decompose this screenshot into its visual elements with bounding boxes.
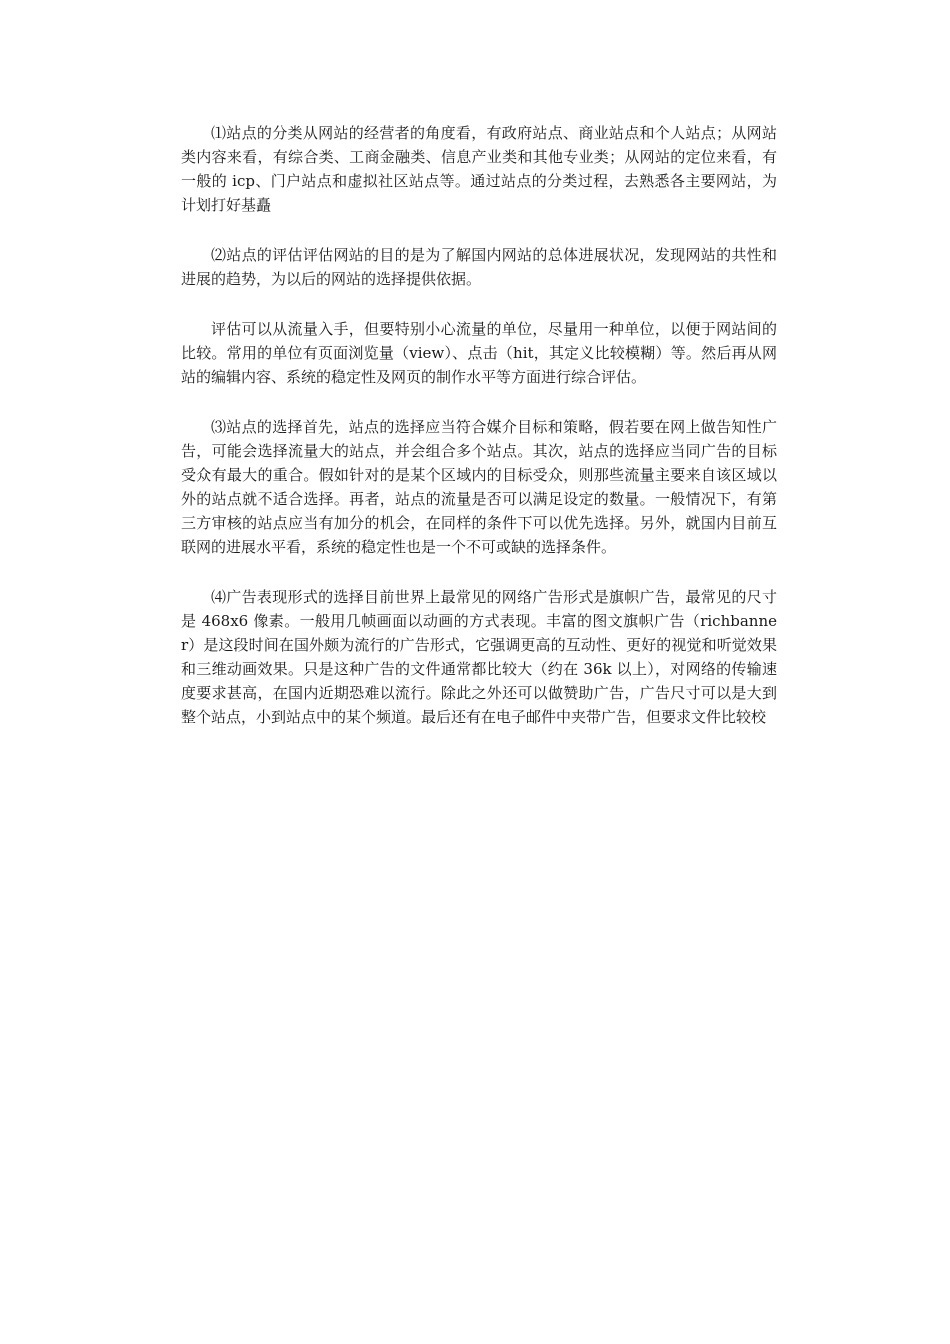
paragraph-site-evaluation: ⑵站点的评估评估网站的目的是为了解国内网站的总体进展状况，发现网站的共性和进展的趋势，为以后的网站的选择提供依据。 <box>181 246 777 288</box>
paragraph-evaluation-traffic: 评估可以从流量入手，但要特别小心流量的单位，尽量用一种单位，以便于网站间的比较。常用的单位有页面浏览量（view）、点击（hit，其定义比较模糊）等。然后再从网站的编辑内容、系统的稳定性及网页的制作水平等方面进行综合评估。 <box>181 320 777 386</box>
document-body <box>181 121 777 729</box>
paragraph-ad-format-selection: ⑷广告表现形式的选择目前世界上最常见的网络广告形式是旗帜广告，最常见的尺寸是 468x6 像素。一般用几帧画面以动画的方式表现。丰富的图文旗帜广告（richbanner）是这段时间在国外颇为流行的广告形式，它强调更高的互动性、更好的视觉和听觉效果和三维动画效果。只是这种广告的文件通常都比较大（约在 36k 以上），对网络的传输速度要求甚高，在国内近期恐难以流行。除此之外还可以做赞助广告，广告尺寸可以是大到整个站点，小到站点中的某个频道。最后还有在电子邮件中夹带广告，但要求文件比较校 <box>181 588 777 726</box>
paragraph-site-classification: ⑴站点的分类从网站的经营者的角度看，有政府站点、商业站点和个人站点；从网站类内容来看，有综合类、工商金融类、信息产业类和其他专业类；从网站的定位来看，有一般的 icp、门户站点和虚拟社区站点等。通过站点的分类过程，去熟悉各主要网站，为计划打好基矗 <box>181 124 777 214</box>
paragraph-site-selection: ⑶站点的选择首先，站点的选择应当符合媒介目标和策略，假若要在网上做告知性广告，可能会选择流量大的站点，并会组合多个站点。其次，站点的选择应当同广告的目标受众有最大的重合。假如针对的是某个区域内的目标受众，则那些流量主要来自该区域以外的站点就不适合选择。再者，站点的流量是否可以满足设定的数量。一般情况下，有第三方审核的站点应当有加分的机会，在同样的条件下可以优先选择。另外，就国内目前互联网的进展水平看，系统的稳定性也是一个不可或缺的选择条件。 <box>181 418 777 556</box>
